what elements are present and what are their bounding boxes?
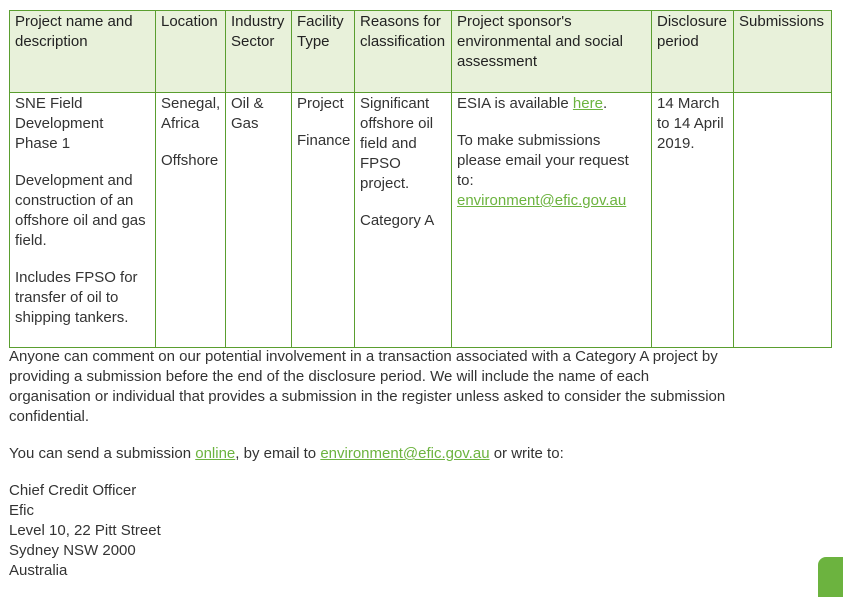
classification-reason: Significant offshore oil field and FPSO project.	[360, 95, 434, 192]
cell-submissions	[734, 93, 832, 348]
industry-sector: Oil & Gas	[231, 95, 264, 132]
comment-paragraph: Anyone can comment on our potential involvement in a transaction associated with a Category A project by providing a submission before the end of the disclosure period. We will include the name of each organisation or individual that provides a submission in the register unless asked to consider the submission confidential.	[9, 348, 726, 425]
facility-type-line2: Finance	[297, 132, 351, 149]
location-type: Offshore	[161, 152, 219, 169]
column-header-location: Location	[156, 11, 226, 93]
project-description: Development and construction of an offshore oil and gas field.	[15, 172, 146, 249]
cell-project	[10, 93, 156, 348]
cell-reasons	[355, 93, 452, 348]
feedback-tab[interactable]	[818, 557, 843, 597]
column-header-industry: Industry Sector	[226, 11, 292, 93]
send-prefix: You can send a submission	[9, 445, 196, 462]
postal-address	[9, 481, 729, 581]
esia-text: ESIA is available	[457, 95, 573, 112]
address-line: Chief Credit Officer	[9, 482, 137, 499]
submission-info	[9, 347, 729, 581]
table-row	[10, 93, 832, 348]
esia-link[interactable]: here	[572, 95, 603, 112]
email-link[interactable]: environment@efic.gov.au	[320, 445, 490, 462]
facility-type-line1: Project	[297, 95, 344, 112]
address-line: Sydney NSW 2000	[9, 542, 136, 559]
cell-disclosure	[652, 93, 734, 348]
address-line: Level 10, 22 Pitt Street	[9, 522, 161, 539]
submit-instructions: To make submissions please email your request to:	[457, 132, 629, 189]
project-note: Includes FPSO for transfer of oil to shipping tankers.	[15, 269, 138, 326]
send-suffix: or write to:	[489, 445, 564, 462]
project-name: SNE Field Development Phase 1	[15, 95, 104, 152]
cell-location	[156, 93, 226, 348]
send-middle: , by email to	[235, 445, 321, 462]
address-line: Australia	[9, 562, 68, 579]
cell-facility	[292, 93, 355, 348]
column-header-submissions: Submissions	[734, 11, 832, 93]
cell-industry	[226, 93, 292, 348]
column-header-reasons: Reasons for classification	[355, 11, 452, 93]
column-header-project: Project name and description	[10, 11, 156, 93]
column-header-assessment: Project sponsor's environmental and social assessment	[452, 11, 652, 93]
column-header-disclosure: Disclosure period	[652, 11, 734, 93]
send-paragraph	[9, 444, 729, 464]
esia-period: .	[602, 95, 608, 112]
column-header-facility: Facility Type	[292, 11, 355, 93]
disclosure-table	[9, 10, 832, 348]
cell-assessment	[452, 93, 652, 348]
submit-email-link[interactable]: environment@efic.gov.au	[457, 192, 627, 209]
disclosure-period: 14 March to 14 April 2019.	[657, 95, 724, 152]
category-label: Category A	[360, 212, 435, 229]
table-header-row	[10, 11, 832, 93]
online-link[interactable]: online	[195, 445, 236, 462]
location-country: Senegal, Africa	[161, 95, 221, 132]
address-line: Efic	[9, 502, 35, 519]
